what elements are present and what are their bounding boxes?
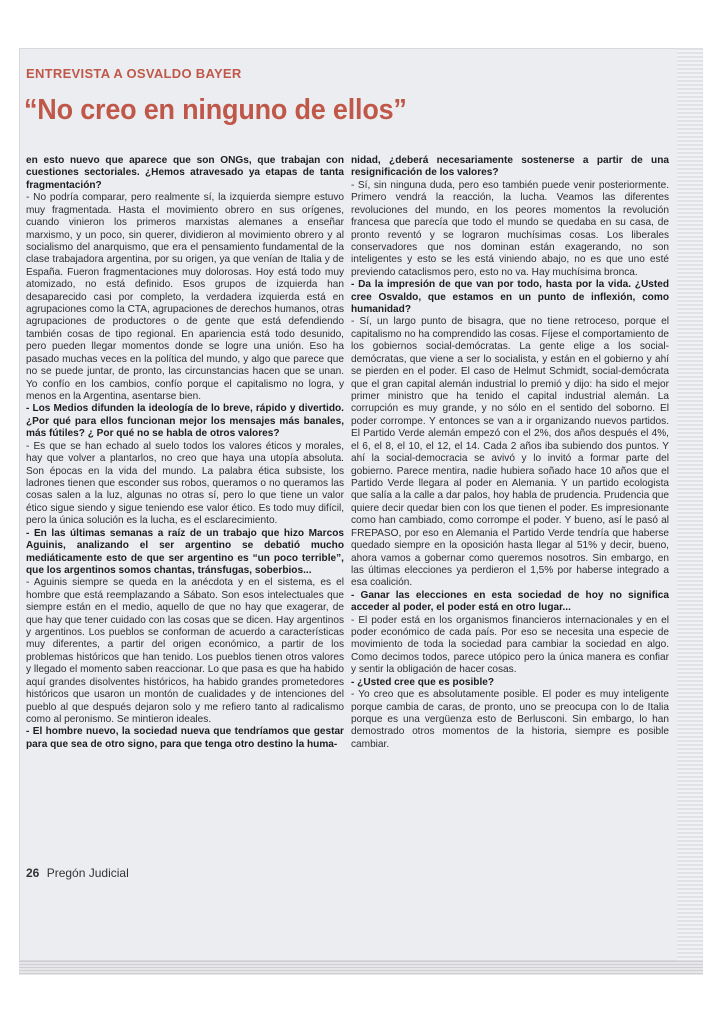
text-column-left	[26, 155, 344, 751]
interview-question: nidad, ¿deberá necesariamente sostenerse a partir de una resignificación de los valores?	[351, 155, 669, 179]
interview-question: - Los Medios difunden la ideología de lo breve, rápido y divertido. ¿Por qué para ellos funcionan mejor los mensajes más banales, más fútiles? ¿ Por qué no se habla de otros valores?	[26, 403, 344, 440]
interview-question: - El hombre nuevo, la sociedad nueva que tendríamos que gestar para que sea de otro signo, para que tenga otro destino la huma-	[26, 726, 344, 750]
interview-answer: - No podría comparar, pero realmente sí, la izquierda siempre estuvo muy fragmentada. Hasta el movimiento obrero en sus orígenes, cuando vinieron los primeros marxistas alemanes a enseñar marxismo, y un poco, sin querer, dividieron al movimiento obrero y al socialismo del anarquismo, que era el pensamiento fundamental de la clase trabajadora argentina, por su origen, ya que venían de Italia y de España. Fueron fragmentaciones muy dolorosas. Hoy está todo muy atomizado, no está definido. Esos grupos de izquierda han desaparecido casi por completo, la verdadera izquierda está en agrupaciones como la CTA, agrupaciones de derechos humanos, otras agrupaciones de productores o de gente que está defendiendo también cosas de tipo regional. En apariencia está todo desunido, pero pueden llegar momentos donde se logre una unión. Eso ha pasado muchas veces en la política del mundo, y algo que parece que no se puede juntar, de pronto, las circunstancias hacen que se unan. Yo confío en los cambios, confío porque el capitalismo no logra, y menos en la Argentina, asentarse bien.	[26, 192, 344, 403]
interview-question: - ¿Usted cree que es posible?	[351, 676, 495, 688]
article-headline: “No creo en ninguno de ellos”	[24, 94, 407, 126]
scan-bottom-stripe	[19, 961, 703, 975]
interview-question: en esto nuevo que aparece que son ONGs, que trabajan con cuestiones sectoriales. ¿Hemos atravesado ya etapas de tanta fragmentación?	[26, 155, 344, 191]
scan-edge-stripe	[677, 48, 703, 961]
interview-answer: - El poder está en los organismos financieros internacionales y en el poder económico de cada país. Por eso se necesita una especie de movimiento de toda la sociedad para cambiar la sociedad en algo. Como decimos todos, parece utópico pero la única manera es confiar y sentir la obligación de hacer cosas.	[351, 614, 669, 676]
interview-question: - Ganar las elecciones en esta sociedad de hoy no significa acceder al poder, el poder está en otro lugar...	[351, 589, 669, 614]
article-kicker: ENTREVISTA A OSVALDO BAYER	[26, 66, 242, 81]
interview-answer: - Yo creo que es absolutamente posible. El poder es muy inteligente porque cambia de caras, de pronto, uno se preocupa con lo de Italia porque es una vergüenza esto de Berlusconi. Sin embargo, lo han demostrado otros momentos de la historia, siempre es posible cambiar.	[351, 689, 669, 750]
interview-answer: - Aguinis siempre se queda en la anécdota y en el sistema, es el hombre que está reemplazando a Sábato. Son esos intelectuales que siempre están en el medio, aquello de que no hay que exagerar, de que hay que tener cuidado con las cosas que se dicen. Hay argentinos y argentinos. Los pueblos se conforman de acuerdo a características muy diferentes, a partir del origen económico, a partir de los problemas históricos que han tenido. Los pueblos tienen otros valores y llegado el momento saben reaccionar. Lo que pasa es que ha habido aquí grandes disolventes históricos, ha habido grandes prometedores históricos que usaron un montón de cualidades y de intenciones del pueblo al que después dejaron solo y me refiero tanto al radicalismo como al peronismo. Se mintieron ideales.	[26, 577, 344, 725]
interview-answer: - Sí, sin ninguna duda, pero eso también puede venir posteriormente. Primero vendrá la reacción, la lucha. Veamos las diferentes revoluciones del mundo, en los peores momentos la revolución francesa que parecía que todo el mundo se quedaba en su casa, de pronto reventó y se lograron muchísimas cosas. Los liberales conservadores que nos dominan están exagerando, no son inteligentes y esto se les está viniendo abajo, no es que uno esté previendo cataclismos pero, esto no va. Hay muchísima bronca.	[351, 179, 669, 278]
publication-name: Pregón Judicial	[46, 866, 129, 880]
page-number: 26	[26, 866, 40, 880]
interview-question: - En las últimas semanas a raíz de un trabajo que hizo Marcos Aguinis, analizando el ser argentino se debatió mucho mediáticamente esto de que ser argentino es “un poco terrible”, que los argentinos somos chantas, tránsfugas, soberbios...	[26, 527, 344, 576]
text-column-right	[351, 155, 669, 751]
interview-question: - Da la impresión de que van por todo, hasta por la vida. ¿Usted cree Osvaldo, que estamos en un punto de inflexión, como humanidad?	[351, 279, 669, 316]
interview-answer: - Es que se han echado al suelo todos los valores éticos y morales, hay que volver a plantarlos, no creo que haya una utopía absoluta. Son épocas en la vida del mundo. La palabra ética subsiste, los ladrones tienen que esconder sus robos, queramos o no queramos las cosas salen a la luz, algunas no otras sí, pero lo que tiene un valor ético sigue siendo y sigue teniendo ese valor ético. Es todo muy difícil, pero la única solución es la lucha, es el esclarecimiento.	[26, 440, 344, 527]
interview-answer: - Sí, un largo punto de bisagra, que no tiene retroceso, porque el capitalismo no ha comprendido las cosas. Fíjese el comportamiento de los gobiernos social-demócratas. La gente elige a los social-demócratas, que viene a ser lo socialista, y están en el gobierno y ahí se pierden en el poder. El caso de Helmut Schmidt, social-demócrata que el gran capital alemán industrial lo premió y dijo: ha sido el mejor primer ministro que ha tenido el capital industrial alemán. La corrupción es muy grande, y no sólo en el sentido del soborno. El poder corrompe. Y entonces se van a ir organizando nuevos partidos. El Partido Verde alemán empezó con el 2%, dos años después el 4%, el 6, el 8, el 10, el 12, el 14. Cada 2 años iba subiendo dos puntos. Y ahí la social-democracia se avivó y lo invitó a formar parte del gobierno. Parece mentira, nadie hubiera soñado hace 10 años que el Partido Verde llegara al poder en Alemania. Y un partido ecologista que salía a la calle a dar palos, hoy habla de prudencia. Prudencia que quiere decir quedar bien con los que tienen el poder. Es impresionante como han cambiado, como corrompe el poder. Y bueno, así le pasó al FREPASO, por eso en Alemania el Partido Verde tendría que haberse quedado siempre en la oposición hasta llegar al 51% y decir, bueno, ahora vamos a gobernar como queremos nosotros. Sin embargo, en las últimas elecciones ya perdieron el 1,5% por haberse integrado a esa coalición.	[351, 316, 669, 589]
page-footer	[26, 866, 129, 880]
